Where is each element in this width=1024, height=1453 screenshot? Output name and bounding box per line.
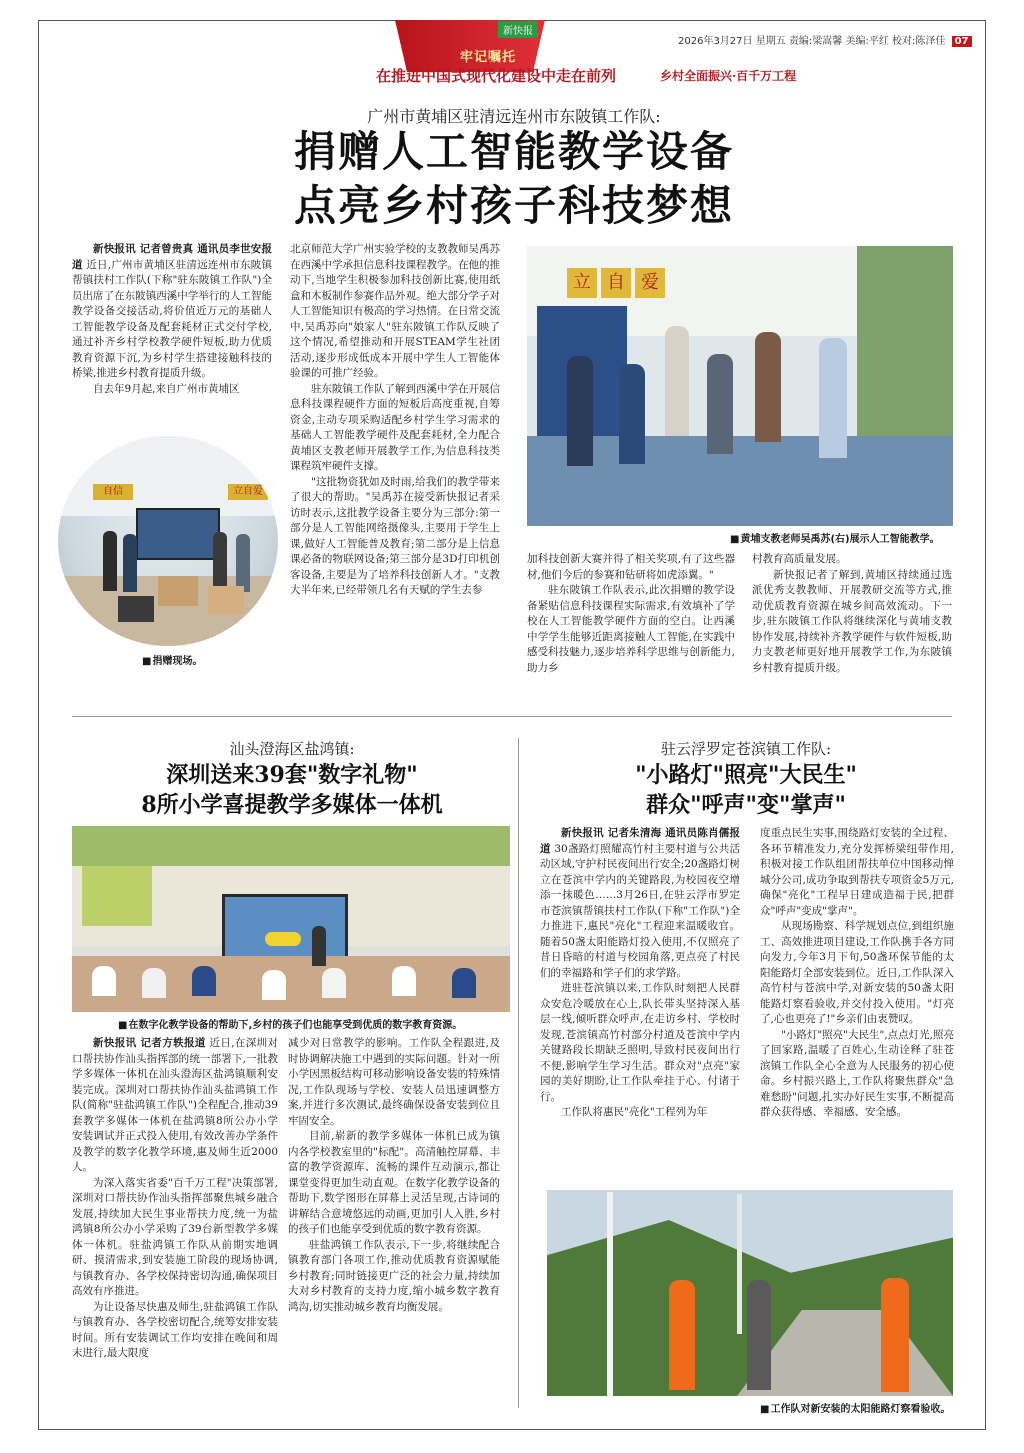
photo-sign-confidence: 自信 — [93, 484, 133, 500]
article2-col2 — [288, 1036, 500, 1412]
photo-sign-selflove: 立自爱 — [228, 484, 268, 500]
article2-p2: 为深入落实省委"百千万工程"决策部署,深圳对口帮扶协作汕头指挥部聚焦城乡融合发展,持续加大民生事业帮扶力度,统一为盐鸿镇8所公办小学采购了39台新型教学多媒体一体机。驻盐鸿镇工作队从前期实地调研、摸清需求,到安装施工阶段的现场协调,与镇教育办、各学校保持密切沟通,确保项目高效有序推进。 — [72, 1176, 278, 1297]
issue-weekday: 星期五 — [755, 36, 786, 47]
solar-light-pole — [607, 1192, 613, 1396]
header-slogan-column: 乡村全面振兴·百千万工程 — [660, 69, 797, 83]
article1-p7: 驻东陂镇工作队表示,此次捐赠的教学设备紧贴信息科技课程实际需求,有效填补了学校在人工智能教学硬件方面的空白。让西溪中学学生能够近距离接触人工智能,在实践中感受科技魅力,逐步培养科学思维与创新能力,助力乡 — [527, 584, 735, 674]
article1-col4 — [752, 552, 952, 702]
article3-p3: 工作队将惠民"亮化"工程列为年 — [561, 1106, 708, 1118]
article3-byline: 新快报讯 记者朱清海 通讯员陈肖儒报道 — [540, 827, 740, 855]
solar-light-pole-2 — [737, 1194, 742, 1334]
article2-col1 — [72, 1036, 278, 1412]
donation-photo — [58, 436, 278, 646]
article3-caption: ■ 工作队对新安装的太阳能路灯察看验收。 — [760, 1400, 950, 1415]
article2-byline: 新快报讯 记者方轶报道 — [93, 1037, 206, 1049]
article1-col2 — [290, 242, 500, 672]
article1-kicker: 广州市黄埔区驻清远连州市东陂镇工作队: — [367, 107, 661, 126]
article1-p3: 北京师范大学广州实验学校的支教教师吴禹苏在西溪中学承担信息科技课程教学。在他的推动下,当地学生积极参加科技创新比赛,使用纸盒和木板制作参赛作品外观。绝大部分学子对人工智能知识有极高的学习热情。在日常交流中,吴禹苏向"娘家人"驻东陂镇工作队反映了这个情况,希望推动和开展STEAM学生社团活动,逐步形成低成本开展中学生人工智能体验课的可推广经验。 — [290, 243, 500, 379]
article2-title-line1: 深圳送来39套"数字礼物" — [166, 762, 418, 788]
article3-title-line1: "小路灯"照亮"大民生" — [635, 762, 857, 788]
article3-p6: "小路灯"照亮"大民生",点点灯光,照亮了回家路,温暖了百姓心,生动诠释了驻苍滨镇工作队全心全意为人民服务的初心使命。乡村振兴路上,工作队将聚焦群众"急难愁盼"问题,扎实办好民生实事,不断提高群众获得感、幸福感、安全感。 — [760, 1028, 954, 1118]
street-light-photo — [547, 1190, 953, 1396]
article3-kicker: 驻云浮罗定苍滨镇工作队: — [660, 740, 832, 758]
article2-p4: 减少对日常教学的影响。工作队全程跟进,及时协调解决施工中遇到的实际问题。针对一所小学因黑板结构可移动影响设备安装的特殊情况,工作队现场与学校、安装人员迅速调整方案,并进行多次测试,最终确保设备安装到位且牢固安全。 — [288, 1037, 500, 1127]
article2-p6: 驻盐鸿镇工作队表示,下一步,将继续配合镇教育部门各项工作,推动优质教育资源赋能乡村教育;同时链接更广泛的社会力量,持续加大对乡村教育的支持力度,缩小城乡数字教育鸿沟,切实推动城乡教育均衡发展。 — [288, 1238, 500, 1313]
paper-badge: 新快报 — [498, 21, 538, 38]
article1-col3 — [527, 552, 735, 702]
article1-byline: 新快报讯 记者曾贵真 通讯员李世安报道 — [72, 243, 272, 271]
header-meta — [678, 32, 972, 47]
article3-p5: 从现场勘察、科学规划点位,到组织施工、高效推进项目建设,工作队携手各方同向发力,今年3月下旬,50盏环保节能的太阳能路灯全部安装到位。近日,工作队深入高竹村与苍滨中学,对新安装的50盏太阳能路灯察看验收,并交付投入使用。"灯亮了,心也更亮了!"乡亲们由衷赞叹。 — [760, 920, 954, 1025]
article1-p2: 自去年9月起,来自广州市黄埔区 — [93, 382, 240, 395]
article1-col1 — [72, 242, 272, 432]
article1-p8: 村教育高质量发展。 — [752, 553, 847, 565]
page-number: 07 — [952, 36, 972, 47]
article1-caption-left: ■ 捐赠现场。 — [142, 652, 202, 667]
article3-p1: 30盏路灯照耀高竹村主要村道与公共活动区域,守护村民夜间出行安全;20盏路灯树立在苍滨中学内的关键路段,为校园夜空增添一抹暖色……3月26日,在驻云浮市罗定市苍滨镇帮镇扶村工作队(下称"工作队")全力推进下,惠民"亮化"工程迎来温暖收官。随着50盏太阳能路灯投入使用,不仅照亮了昔日昏暗的村道与校园角落,更点亮了村民们的幸福路和学子们的求学路。 — [540, 842, 740, 979]
photo-sign-1: 立 — [567, 268, 597, 298]
issue-date: 2026年3月27日 — [678, 36, 753, 47]
article3-p2: 进驻苍滨镇以来,工作队时刻把人民群众安危冷暖放在心上,队长带头坚持深入基层一线,倾听群众呼声,在走访乡村、学校时发现,苍滨镇高竹村部分村道及苍滨中学内关键路段长期缺乏照明,导致村民夜间出行不便,影响学生学习生活。群众对"点亮"家园的美好期盼,让工作队牵挂于心、付诸于行。 — [540, 982, 740, 1103]
header-slogan: 牢记嘱托 — [460, 50, 517, 65]
article3-col2 — [760, 826, 954, 1182]
photo-sign-2: 自 — [601, 268, 631, 298]
article3-title-line2: 群众"呼声"变"掌声" — [646, 792, 846, 818]
article1-title-line2: 点亮乡村孩子科技梦想 — [293, 181, 734, 230]
article1-p5: "这批物资犹如及时雨,给我们的教学带来了很大的帮助。"吴禹苏在接受新快报记者采访时表示,这批教学设备主要分为三部分:第一部分是人工智能网络摄像头,主要用于学生上课,做好人工智能普及教育;第二部分是上信息课必备的物联网设备;第三部分是3D打印机创客设备,主要是为了培养科技创新人才。"支教大半年来,已经带领几名有天赋的学生去参 — [290, 475, 500, 596]
article1-p1: 近日,广州市黄埔区驻清远连州市东陂镇帮镇扶村工作队(下称"驻东陂镇工作队")全员出席了在东陂镇西溪中学举行的人工智能教学设备交接活动,将价值近万元的基础人工智能教学设备及配套耗材正式交付学校,通过补齐乡村学校教学硬件短板,助力优质教育资源下沉,为乡村学生搭建接触科技的桥梁,推进乡村教育提质升级。 — [72, 258, 272, 379]
article1-title-line1: 捐赠人工智能教学设备 — [293, 127, 734, 176]
article3-col1 — [540, 826, 740, 1182]
article1-caption-right: ■ 黄埔支教老师吴禹苏(右)展示人工智能教学。 — [730, 530, 940, 545]
article2-p3: 为让设备尽快惠及师生,驻盐鸿镇工作队与镇教育办、各学校密切配合,统筹安排安装时间。所有安装调试工作均安排在晚间和周末进行,最大限度 — [72, 1300, 278, 1359]
smart-board-screen — [136, 508, 220, 560]
photo-sign-3: 爱 — [635, 268, 665, 298]
teacher-demo-photo — [527, 246, 953, 526]
article3-p4: 度重点民生实事,围绕路灯安装的全过程、各环节精准发力,充分发挥桥梁纽带作用,积极对接工作队组团帮扶单位中国移动惮城分公司,成功争取到帮扶专项资金5万元,确保"亮化"工程早日建成造福于民,把群众"呼声"变成"掌声"。 — [760, 827, 954, 917]
article1-p4: 驻东陂镇工作队了解到西溪中学在开展信息科技课程硬件方面的短板后高度重视,自筹资金,主动专项采购适配乡村学生学习需求的基础人工智能教学硬件及配套耗材,全力配合黄埔区支教老师开展教学工作,为信息科技类课程筑牢硬件支撑。 — [290, 382, 500, 472]
editor-credits: 责编:梁嵩馨 美编:平红 校对:陈泽佳 — [788, 36, 946, 47]
header-slogan-main: 在推进中国式现代化建设中走在前列 — [376, 67, 617, 85]
article1-p6: 加科技创新大赛并得了相关奖项,有了这些器材,他们今后的参赛和钻研将如虎添翼。" — [527, 553, 735, 581]
article2-title-line2: 8所小学喜提教学多媒体一体机 — [141, 792, 443, 818]
article2-kicker: 汕头澄海区盐鸿镇: — [229, 740, 355, 758]
article1-p9: 新快报记者了解到,黄埔区持续通过选派优秀支教教师、开展教研交流等方式,推动优质教育资源在城乡间高效流动。下一步,驻东陂镇工作队将继续深化与黄埔支教协作发展,持续补齐教学硬件与软件短板,助力支教老师更好地开展教学工作,为东陂镇乡村教育提质升级。 — [752, 568, 952, 674]
article2-caption: ■ 在数字化教学设备的帮助下,乡村的孩子们也能享受到优质的数字教育资源。 — [118, 1016, 462, 1031]
column-divider — [518, 738, 519, 1408]
section-divider — [72, 716, 952, 717]
article2-p5: 目前,崭新的教学多媒体一体机已成为镇内各学校教室里的"标配"。高清触控屏幕、丰富的教学资源库、流畅的课件互动演示,都让课堂变得更加生动直观。在数字化教学设备的帮助下,数学图形在屏幕上灵活呈现,古诗词的讲解结合意境悠远的动画,更加引人入胜,乡村的孩子们也能享受到优质的数字教育资源。 — [288, 1130, 500, 1235]
classroom-photo — [72, 826, 510, 1012]
article2-p1: 近日,在深圳对口帮扶协作汕头指挥部的统一部署下,一批教学多媒体一体机在汕头澄海区盐鸿镇顺利安装完成。深圳对口帮扶协作汕头盐鸿镇工作队(简称"驻盐鸿镇工作队")全程配合,推动39套教学多媒体一体机在盐鸿镇8所公办小学安装调试并正式投入使用,有效改善办学条件及教学的数字化教学环境,惠及师生近2000人。 — [72, 1037, 278, 1173]
